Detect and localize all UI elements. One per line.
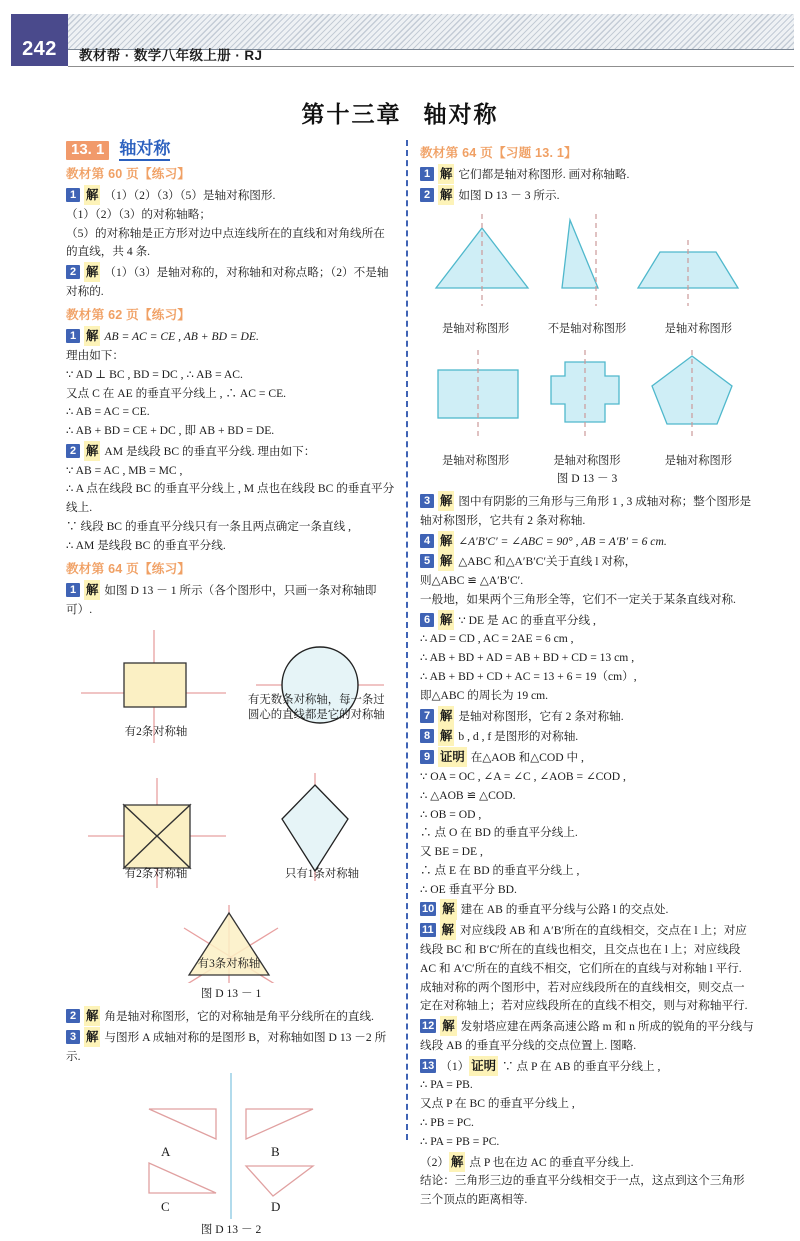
svg-text:D: D — [271, 1198, 281, 1214]
answer-tag: 解 — [438, 610, 454, 630]
figure-caption: 不是轴对称图形 — [547, 322, 627, 335]
answer-tag: 解 — [84, 441, 100, 461]
question-number: 2 — [66, 1009, 80, 1023]
answer-tag: 证明 — [469, 1056, 498, 1076]
answer-line: ∵ 线段 BC 的垂直平分线只有一条且两点确定一条直线 , — [66, 519, 352, 533]
answer-tag: 解 — [438, 726, 454, 746]
answer-line: ∴ AB + BD = CE + DC , 即 AB + BD = DE. — [66, 424, 275, 438]
answer-tag: 解 — [438, 491, 454, 511]
answer-item-13-part2 — [420, 1152, 754, 1173]
answer-line: ∴ △AOB ≌ △COD. — [420, 788, 516, 802]
figure-caption: 是轴对称图形 — [664, 455, 732, 468]
chapter-number: 第十三章 — [301, 101, 402, 127]
answer-text: AB = AC = CE , AB + BD = DE. — [104, 330, 259, 344]
answer-item — [66, 262, 396, 302]
answer-tag: 解 — [84, 326, 100, 346]
figure-caption-kite: 只有1条对称轴 — [284, 868, 360, 881]
answer-line: ∴ AB = AC = CE. — [66, 405, 150, 419]
answer-tag: 解 — [438, 185, 454, 205]
answer-tag: 证明 — [438, 747, 467, 767]
answer-item — [420, 185, 754, 206]
question-number: 12 — [422, 1020, 435, 1033]
question-number: 7 — [420, 709, 434, 723]
answer-line: ∴ 点 E 在 BD 的垂直平分线上 , — [420, 863, 580, 877]
question-number: 1 — [420, 167, 434, 181]
answer-line: 结论：三角形三边的垂直平分线相交于一点，这点到这个三角形三个顶点的距离相等. — [420, 1174, 745, 1207]
answer-line: ∴ PA = PB = PC. — [420, 1134, 500, 1148]
answer-item — [66, 1006, 396, 1027]
figure-caption: 是轴对称图形 — [442, 322, 510, 335]
answer-part-prefix: （1） — [440, 1059, 470, 1073]
answer-tag: 解 — [84, 1027, 100, 1047]
question-number: 1 — [66, 329, 80, 343]
chapter-name: 轴对称 — [423, 101, 499, 127]
figure-caption-rect: 有2条对称轴 — [124, 726, 188, 739]
answer-item — [66, 441, 396, 462]
section-heading — [66, 140, 396, 161]
answer-line: （1）（2）（3）的对称轴略； — [66, 207, 211, 221]
answer-text: AM 是线段 BC 的垂直平分线. 理由如下： — [104, 444, 316, 458]
answer-item — [420, 164, 754, 185]
question-number: 4 — [420, 534, 434, 548]
question-number: 9 — [420, 750, 434, 764]
figure-caption-bowtie: 有2条对称轴 — [124, 868, 188, 881]
answer-item — [66, 580, 396, 620]
header-book-line: 教材帮 · 数学八年级上册 · RJ — [79, 48, 263, 63]
answer-item — [420, 747, 754, 768]
answer-text: 图中有阴影的三角形与三角形 1 , 3 成轴对称；整个图形是轴对称图形，它共有 2 条对称轴. — [420, 495, 752, 527]
answer-text: 与图形 A 成轴对称的是图形 B，对称轴如图 D 13 －2 所示. — [66, 1031, 387, 1063]
figure-d13-2 — [66, 1071, 396, 1240]
answer-part-prefix: （2） — [420, 1155, 449, 1169]
answer-line: ∴ AD = CD , AC = 2AE = 6 cm , — [420, 632, 574, 646]
answer-item — [66, 326, 396, 347]
answer-text: 如图 D 13 － 1 所示（各个图形中，只画一条对称轴即可）. — [66, 583, 377, 616]
question-number: 5 — [420, 554, 434, 568]
figure-d13-3-row2 — [420, 342, 754, 450]
header-rule — [68, 66, 794, 67]
figure-d13-3-row1 — [420, 210, 754, 318]
section-name: 轴对称 — [119, 140, 170, 161]
answer-line: ∵ OA = OC , ∠A = ∠C , ∠AOB = ∠COD , — [420, 769, 626, 783]
answer-text: 点 P 也在边 AC 的垂直平分线上. — [469, 1155, 634, 1169]
source-label-p62: 教材第 62 页【练习】 — [66, 307, 191, 322]
svg-text:C: C — [161, 1198, 170, 1214]
question-number: 6 — [420, 613, 434, 627]
answer-line: ∴ AB + BD + AD = AB + BD + CD = 13 cm , — [420, 651, 635, 665]
answer-item — [420, 1016, 754, 1056]
answer-line: ∴ AB + BD + CD + AC = 13 + 6 = 19（cm）, — [420, 670, 637, 684]
figure-caption: 是轴对称图形 — [664, 322, 732, 335]
answer-item — [420, 610, 754, 631]
answer-line: 又 BE = DE , — [420, 845, 483, 859]
answer-text: ∵ 点 P 在 AB 的垂直平分线上 , — [502, 1059, 661, 1073]
source-label-p64: 教材第 64 页【练习】 — [66, 561, 191, 576]
answer-line: ∴ OE 垂直平分 BD. — [420, 882, 517, 896]
answer-text: （1）（2）（3）（5）是轴对称图形. — [104, 189, 276, 203]
answer-tag: 解 — [84, 185, 100, 205]
answer-tag: 解 — [84, 262, 100, 282]
answer-line: ∴ AM 是线段 BC 的垂直平分线. — [66, 538, 226, 552]
answer-line: 又点 P 在 BC 的垂直平分线上 , — [420, 1097, 575, 1111]
answer-tag: 解 — [84, 1006, 100, 1026]
answer-item — [420, 726, 754, 747]
column-divider — [406, 140, 408, 1140]
figure-caption-triangle: 有3条对称轴 — [197, 958, 261, 971]
right-column — [420, 140, 754, 1210]
answer-text: 角是轴对称图形，它的对称轴是角平分线所在的直线. — [104, 1010, 374, 1024]
source-label-p60: 教材第 60 页【练习】 — [66, 166, 191, 181]
question-number: 13 — [422, 1059, 435, 1072]
answer-text: 发射塔应建在两条高速公路 m 和 n 所成的锐角的平分线与线段 AB 的垂直平分线的交点位置上. 图略. — [420, 1020, 754, 1052]
question-number: 3 — [66, 1030, 80, 1044]
answer-item — [66, 185, 396, 206]
answer-item — [420, 491, 754, 531]
answer-line: ∴ PA = PB. — [420, 1078, 473, 1092]
answer-tag: 解 — [440, 1016, 456, 1036]
answer-tag: 解 — [449, 1152, 465, 1172]
answer-item — [420, 706, 754, 727]
figure-d13-3 — [420, 210, 754, 489]
answer-text: 如图 D 13 － 3 所示. — [458, 189, 560, 203]
page-header — [0, 0, 800, 68]
answer-tag: 解 — [438, 551, 454, 571]
answer-text: 在△AOB 和△COD 中 , — [470, 751, 584, 765]
answer-item — [420, 531, 754, 552]
answer-line: 则△ABC ≌ △A′B′C′. — [420, 574, 524, 588]
answer-text: △ABC 和△A′B′C′关于直线 l 对称， — [458, 555, 637, 569]
answer-line: ∴ OB = OD , — [420, 807, 482, 821]
answer-text: 建在 AB 的垂直平分线与公路 l 的交点处. — [460, 903, 669, 917]
figure-label-d13-2: 图 D 13 － 2 — [200, 1222, 262, 1236]
figure-caption-circle: 有无数条对称轴，每一条过圆心的直线都是它的对称轴 — [248, 694, 385, 722]
answer-text: b , d , f 是图形的对称轴. — [458, 730, 579, 744]
figure-label-d13-3: 图 D 13 － 3 — [556, 472, 618, 486]
question-number: 11 — [422, 924, 434, 937]
answer-item — [420, 551, 754, 572]
chapter-title — [0, 96, 800, 129]
figure-caption: 是轴对称图形 — [442, 455, 510, 468]
question-number: 3 — [420, 494, 434, 508]
question-number: 10 — [422, 903, 435, 916]
answer-text: 是轴对称图形，它有 2 条对称轴. — [458, 709, 624, 723]
question-number: 1 — [66, 188, 80, 202]
section-number: 13. 1 — [66, 141, 109, 160]
figure-d13-3-row2-captions — [420, 452, 754, 470]
question-number: 2 — [66, 265, 80, 279]
question-number: 1 — [66, 583, 80, 597]
svg-text:A: A — [161, 1143, 171, 1159]
answer-line: 又点 C 在 AE 的垂直平分线上 , ∴ AC = CE. — [66, 386, 287, 400]
left-column — [66, 140, 396, 1241]
answer-line: ∵ AD ⊥ BC , BD = DC , ∴ AB = AC. — [66, 367, 243, 381]
answer-item — [66, 1027, 396, 1067]
figure-label-d13-1: 图 D 13 － 1 — [200, 987, 262, 1001]
answer-tag: 解 — [438, 706, 454, 726]
answer-tag: 解 — [84, 580, 100, 600]
answer-text: ∵ DE 是 AC 的垂直平分线 , — [458, 613, 596, 627]
answer-line: ∴ PB = PC. — [420, 1116, 474, 1130]
answer-line: ∴ A 点在线段 BC 的垂直平分线上 , M 点也在线段 BC 的垂直平分线上. — [66, 482, 395, 515]
answer-tag: 解 — [440, 920, 456, 940]
figure-d13-3-row1-captions — [420, 320, 754, 338]
answer-tag: 解 — [440, 899, 456, 919]
answer-line: ∵ AB = AC , MB = MC , — [66, 463, 183, 477]
answer-item — [420, 920, 754, 1016]
svg-text:B: B — [271, 1143, 280, 1159]
answer-tag: 解 — [438, 531, 454, 551]
source-label-exercise: 教材第 64 页【习题 13. 1】 — [420, 146, 577, 160]
answer-line: 一般地，如果两个三角形全等，它们不一定关于某条直线对称. — [420, 592, 736, 606]
answer-item — [420, 899, 754, 920]
answer-line: （5）的对称轴是正方形对边中点连线所在的直线和对角线所在的直线，共 4 条. — [66, 226, 385, 259]
answer-text: ∠A′B′C′ = ∠ABC = 90° , AB = A′B′ = 6 cm. — [458, 534, 667, 548]
answer-tag: 解 — [438, 164, 454, 184]
question-number: 2 — [66, 444, 80, 458]
question-number: 8 — [420, 729, 434, 743]
answer-item-13 — [420, 1056, 754, 1077]
answer-line: ∴ 点 O 在 BD 的垂直平分线上. — [420, 826, 578, 840]
question-number: 2 — [420, 188, 434, 202]
answer-line: 理由如下： — [66, 348, 124, 362]
figure-d13-2-svg — [121, 1071, 341, 1221]
answer-text: （1）（3）是轴对称的，对称轴和对称点略；（2）不是轴对称的. — [66, 266, 389, 298]
page-number-badge: 242 — [11, 14, 68, 66]
figure-caption: 是轴对称图形 — [553, 455, 621, 468]
figure-d13-1 — [66, 623, 396, 1004]
answer-text: 对应线段 AB 和 A′B′所在的直线相交，交点在 l 上；对应线段 BC 和 B′C′所在的直线也相交，且交点也在 l 上；对应线段 AC 和 A′C′所在的直线不相交，它们所在的直线与对称轴 l 平行. 成轴对称的两个图形中，若对应线段所在的直线相交，则交点一定在对称轴上；若对应线段所在的直线不相交，则与对称轴平行. — [420, 924, 748, 1013]
answer-line: 即△ABC 的周长为 19 cm. — [420, 688, 549, 702]
answer-text: 它们都是轴对称图形. 画对称轴略. — [458, 168, 630, 182]
